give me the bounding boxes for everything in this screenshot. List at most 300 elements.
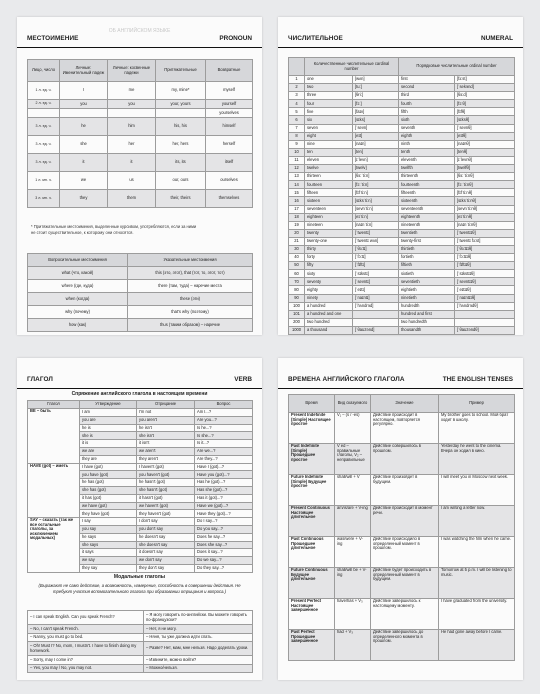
- table-cell: it says: [80, 549, 137, 557]
- column-header: Возвратные: [206, 60, 253, 82]
- table-cell: seventy: [305, 278, 353, 286]
- table-cell: [eɪˈti:nθ]: [455, 213, 515, 221]
- table-row: [289, 302, 515, 310]
- column-header: Значение: [371, 395, 439, 413]
- table-row: [289, 213, 515, 221]
- table-cell: 13: [289, 173, 305, 181]
- table-cell: [faɪv]: [353, 108, 399, 116]
- table-cell: I am writing a letter now.: [439, 506, 515, 537]
- table-cell: I don't say: [137, 518, 195, 526]
- table-cell: they don't say: [137, 564, 195, 572]
- table-cell: 14: [289, 181, 305, 189]
- page-title: МЕСТОИМЕНИЕ: [27, 35, 79, 42]
- table-cell: seventh: [399, 124, 455, 132]
- table-cell: we aren't: [137, 447, 195, 455]
- table-cell: there (там, туда) – наречие места: [128, 280, 253, 293]
- table-cell: 40: [289, 254, 305, 262]
- table-cell: our, ours: [156, 172, 206, 190]
- table-cell: [fɔ:]: [353, 100, 399, 108]
- table-cell: that's why (поэтому): [128, 306, 253, 319]
- verb-conjugation-table: [27, 400, 253, 573]
- table-cell: 90: [289, 294, 305, 302]
- table-cell: I say: [80, 518, 137, 526]
- footnote-line-1: * Притяжательные местоимения, выделенные курсивом, употребляются, если за ними: [31, 224, 197, 229]
- table-cell: Present Indefinite (Simple) Настоящее простое: [289, 413, 335, 444]
- table-cell: [naɪn]: [353, 140, 399, 148]
- table-cell: [sevnˈti:nθ]: [455, 205, 515, 213]
- table-row: [28, 267, 253, 280]
- table-cell: Have I (got)...?: [195, 463, 253, 471]
- table-cell: was/were + V-ing: [335, 537, 371, 568]
- table-cell: [sɪksθ]: [455, 116, 515, 124]
- table-cell: 7: [289, 124, 305, 132]
- tenses-page: [278, 358, 523, 680]
- numeral-table: [288, 57, 515, 335]
- modal-title: Модальные глаголы: [113, 574, 166, 580]
- table-cell: 70: [289, 278, 305, 286]
- table-cell: Has she (got)...?: [195, 486, 253, 494]
- table-row: [289, 413, 515, 444]
- table-cell: Do I say...?: [195, 518, 253, 526]
- table-cell: Past Continuous Прошедшее длительное: [289, 537, 335, 568]
- table-row: [289, 140, 515, 148]
- table-cell: [eɪˈti:n]: [353, 213, 399, 221]
- table-cell: they are: [80, 455, 137, 463]
- table-cell: [ˈnaɪntɪ]: [353, 294, 399, 302]
- numeral-page: [278, 17, 523, 335]
- table-cell: he says: [80, 533, 137, 541]
- table-cell: these (эти): [128, 293, 253, 306]
- table-cell: seven: [305, 124, 353, 132]
- table-cell: [sɪks]: [353, 116, 399, 124]
- table-cell: eleventh: [399, 156, 455, 164]
- table-row: [28, 306, 253, 319]
- table-cell: 100: [289, 302, 305, 310]
- table-cell: [fɔ:ˈti:n]: [353, 181, 399, 189]
- table-cell: one: [305, 76, 353, 84]
- table-cell: myself: [206, 82, 253, 100]
- table-cell: sixty: [305, 270, 353, 278]
- table-cell: – Нет, я не могу.: [144, 625, 253, 634]
- table-cell: Is he...?: [195, 424, 253, 432]
- table-row: [289, 326, 515, 334]
- table-cell: Past Perfect Прошедшее завершенное: [289, 630, 335, 661]
- table-row: [28, 611, 253, 625]
- table-cell: 15: [289, 189, 305, 197]
- table-row: [289, 475, 515, 506]
- table-cell: you don't say: [137, 525, 195, 533]
- table-row: [28, 136, 253, 154]
- table-cell: himself: [206, 118, 253, 136]
- table-cell: [ˈθaʊzənd]: [353, 326, 399, 334]
- table-row: [289, 286, 515, 294]
- table-cell: itself: [206, 154, 253, 172]
- table-cell: two: [305, 84, 353, 92]
- table-cell: 50: [289, 262, 305, 270]
- table-row: [289, 599, 515, 630]
- table-cell: Have we (got)...?: [195, 502, 253, 510]
- table-cell: third: [399, 92, 455, 100]
- table-cell: 8: [289, 132, 305, 140]
- table-cell: [θɜ:ˈti:n]: [353, 173, 399, 181]
- table-cell: how (как): [28, 319, 128, 332]
- page-header: [278, 358, 523, 389]
- table-cell: [ˈfɪftɪ]: [353, 262, 399, 270]
- table-cell: [fɜ:st]: [455, 76, 515, 84]
- table-cell: Do you say...?: [195, 525, 253, 533]
- table-cell: have/has + V₃: [335, 599, 371, 630]
- table-cell: five: [305, 108, 353, 116]
- verb-name-cell: BE – быть: [28, 409, 80, 464]
- table-cell: My brother goes to school. Мой брат ходит в школу.: [439, 413, 515, 444]
- column-header: Пример: [439, 395, 515, 413]
- table-cell: had + V₃: [335, 630, 371, 661]
- table-cell: ten: [305, 148, 353, 156]
- table-cell: Действие будет происходить в определенный момент в будущем.: [371, 568, 439, 599]
- table-cell: 5: [289, 108, 305, 116]
- table-cell: fifteenth: [399, 189, 455, 197]
- table-cell: nineteenth: [399, 221, 455, 229]
- column-header: Притяжательные: [156, 60, 206, 82]
- table-cell: 101: [289, 310, 305, 318]
- table-cell: [ˈhʌndrədθ]: [455, 302, 515, 310]
- table-cell: fifty: [305, 262, 353, 270]
- question-pronoun-table: [27, 253, 253, 332]
- page-header: [278, 17, 523, 48]
- table-row: [28, 633, 253, 642]
- footnote-line-2: не стоит существительное, к которому они относятся.: [31, 230, 134, 236]
- page-title: ВРЕМЕНА АНГЛИЙСКОГО ГЛАГОЛА: [288, 376, 405, 383]
- ghost-header: ОБ АНГЛИЙСКОМ ЯЗЫКЕ: [108, 28, 171, 34]
- table-cell: nineteen: [305, 221, 353, 229]
- table-cell: yourself: [206, 100, 253, 109]
- table-cell: ninetieth: [399, 294, 455, 302]
- verb-page: [17, 358, 262, 680]
- table-cell: a thousand: [305, 326, 353, 334]
- table-cell: 17: [289, 205, 305, 213]
- table-cell: Tomorrow at 5 p.m. I will be listening to music.: [439, 568, 515, 599]
- table-cell: they have (got): [80, 510, 137, 518]
- table-cell: [ˈhʌndrəd]: [353, 302, 399, 310]
- table-cell: thousandth: [399, 326, 455, 334]
- table-cell: [ˈθɜ:tɪ]: [353, 245, 399, 253]
- table-cell: [naɪnˈti:nθ]: [455, 221, 515, 229]
- table-cell: you: [108, 100, 156, 109]
- table-cell: [naɪnˈti:n]: [353, 221, 399, 229]
- table-cell: it doesn't say: [137, 549, 195, 557]
- table-cell: 18: [289, 213, 305, 221]
- table-row: [289, 270, 515, 278]
- table-cell: 1 л. мн. ч.: [28, 172, 60, 190]
- table-cell: 21: [289, 237, 305, 245]
- table-cell: [ˈθɜ:tɪɪθ]: [455, 245, 515, 253]
- table-cell: Do we say...?: [195, 557, 253, 565]
- verb-name-cell: HAVE (got) – иметь: [28, 463, 80, 518]
- table-cell: [ˈsevntɪ]: [353, 278, 399, 286]
- table-cell: [ˈsevntɪɪθ]: [455, 278, 515, 286]
- table-cell: am/is/are + V-ing: [335, 506, 371, 537]
- table-row: [289, 318, 515, 326]
- table-cell: – Oh! Must I? No, mom, I mustn't. I have to finish doing my homework.: [28, 642, 144, 656]
- table-cell: [θɜ:ˈti:nθ]: [455, 173, 515, 181]
- table-row: [28, 293, 253, 306]
- table-cell: [twelv]: [353, 165, 399, 173]
- table-cell: your, yours: [156, 100, 206, 109]
- table-cell: 3 л. ед. ч.: [28, 136, 60, 154]
- table-row: [289, 310, 515, 318]
- table-cell: sixth: [399, 116, 455, 124]
- table-row: [28, 319, 253, 332]
- table-cell: Present Perfect Настоящее завершенное: [289, 599, 335, 630]
- table-cell: she hasn't (got): [137, 486, 195, 494]
- table-cell: Have they (got)...?: [195, 510, 253, 518]
- table-cell: we say: [80, 557, 137, 565]
- table-row: [289, 254, 515, 262]
- table-row: [289, 156, 515, 164]
- column-header: Время: [289, 395, 335, 413]
- table-cell: [sevnˈti:n]: [353, 205, 399, 213]
- modal-verb-table: [27, 610, 253, 673]
- table-cell: 30: [289, 245, 305, 253]
- table-cell: hundredth: [399, 302, 455, 310]
- table-cell: [ˈsevn]: [353, 124, 399, 132]
- table-row: [289, 84, 515, 92]
- table-cell: Am I...?: [195, 409, 253, 417]
- table-cell: three: [305, 92, 353, 100]
- column-header: Вид сказуемого: [335, 395, 371, 413]
- table-row: [289, 165, 515, 173]
- column-header: Личные: косвенные падежи: [108, 60, 156, 82]
- table-cell: themselves: [206, 190, 253, 208]
- table-cell: [sɪksˈti:nθ]: [455, 197, 515, 205]
- modal-note: (Выражают не само действие, а возможность, намерение, способность в совершении действия. Не требуют участия вспомогательного глагола при образовании отрицания и вопроса.): [38, 583, 241, 595]
- table-cell: her, hers: [156, 136, 206, 154]
- table-cell: [ˈθaʊzəndθ]: [455, 326, 515, 334]
- table-cell: where (где, куда): [28, 280, 128, 293]
- table-cell: him: [108, 118, 156, 136]
- table-cell: Does it say...?: [195, 549, 253, 557]
- table-cell: twenty: [305, 229, 353, 237]
- table-cell: thirteen: [305, 173, 353, 181]
- footnote: [31, 224, 256, 237]
- table-cell: [tu:]: [353, 84, 399, 92]
- table-cell: [fɪfθ]: [455, 108, 515, 116]
- table-cell: it: [60, 154, 108, 172]
- column-header: Вопрос: [195, 401, 253, 409]
- table-row: [28, 190, 253, 208]
- table-cell: [fɔ:ˈti:nθ]: [455, 181, 515, 189]
- table-cell: ourselves: [206, 172, 253, 190]
- table-cell: Действие произойдет в будущем.: [371, 475, 439, 506]
- page-title: ЧИСЛИТЕЛЬНОЕ: [288, 35, 343, 42]
- table-cell: [ten]: [353, 148, 399, 156]
- table-cell: a hundred and one: [305, 310, 353, 318]
- table-cell: [twelfθ]: [455, 165, 515, 173]
- header-ordinal: Порядковые числительные ordinal number: [399, 58, 515, 76]
- table-cell: she isn't: [137, 432, 195, 440]
- page-title: ГЛАГОЛ: [27, 376, 53, 383]
- table-row: [289, 568, 515, 599]
- table-cell: forty: [305, 254, 353, 262]
- table-cell: Future Continuous Будущее длительное: [289, 568, 335, 599]
- table-cell: thirty: [305, 245, 353, 253]
- table-cell: we have (got): [80, 502, 137, 510]
- table-cell: [ˈnaɪntɪɪθ]: [455, 294, 515, 302]
- table-cell: [ˈtwentɪ fɜ:st]: [455, 237, 515, 245]
- table-cell: [sɪksˈti:n]: [353, 197, 399, 205]
- table-cell: [eɪt]: [353, 132, 399, 140]
- table-cell: four: [305, 100, 353, 108]
- table-row: [289, 108, 515, 116]
- page-title-en: VERB: [234, 376, 252, 383]
- table-row: [28, 409, 253, 417]
- verb-subtitle: Спряжение английского глагола в настоящем времени: [71, 391, 208, 397]
- table-cell: you say: [80, 525, 137, 533]
- table-cell: us: [108, 172, 156, 190]
- table-row: [289, 173, 515, 181]
- table-cell: 4: [289, 100, 305, 108]
- table-cell: 2 л. ед. ч.: [28, 100, 60, 109]
- table-row: [289, 76, 515, 84]
- table-cell: when (когда): [28, 293, 128, 306]
- table-cell: [ɪˈlevn]: [353, 156, 399, 164]
- table-cell: [ˈfɔ:tɪ]: [353, 254, 399, 262]
- table-cell: he hasn't (got): [137, 479, 195, 487]
- table-cell: Have you (got)...?: [195, 471, 253, 479]
- table-cell: [ˈsɪkstɪ]: [353, 270, 399, 278]
- table-cell: we: [60, 172, 108, 190]
- table-cell: Future Indefinite (Simple) Будущее простое: [289, 475, 335, 506]
- table-row: [289, 148, 515, 156]
- table-cell: their, theirs: [156, 190, 206, 208]
- table-cell: 3: [289, 92, 305, 100]
- table-cell: we are: [80, 447, 137, 455]
- table-cell: twelve: [305, 165, 353, 173]
- table-cell: thirtieth: [399, 245, 455, 253]
- column-header: Глагол: [28, 401, 80, 409]
- table-row: [28, 154, 253, 172]
- table-cell: [ˈfɔ:tɪɪθ]: [455, 254, 515, 262]
- table-cell: this (это, этот), that (тот, то, этот, тот): [128, 267, 253, 280]
- table-cell: V₁ – (s / -es): [335, 413, 371, 444]
- table-cell: 12: [289, 165, 305, 173]
- pronoun-page: [17, 17, 262, 335]
- table-row: [289, 221, 515, 229]
- table-row: [289, 444, 515, 475]
- table-cell: it has (got): [80, 494, 137, 502]
- table-cell: tenth: [399, 148, 455, 156]
- table-cell: them: [108, 190, 156, 208]
- table-cell: [ɪˈlevnθ]: [455, 156, 515, 164]
- page-title-en: PRONOUN: [219, 35, 252, 42]
- table-cell: [353, 318, 399, 326]
- table-cell: fourth: [399, 100, 455, 108]
- table-cell: [fɪfˈti:nθ]: [455, 189, 515, 197]
- table-cell: Is it...?: [195, 440, 253, 448]
- page-header: [17, 17, 262, 48]
- table-cell: herself: [206, 136, 253, 154]
- table-row: [289, 92, 515, 100]
- table-cell: they haven't (got): [137, 510, 195, 518]
- table-cell: Has he (got)...?: [195, 479, 253, 487]
- table-cell: [455, 310, 515, 318]
- table-cell: seventeenth: [399, 205, 455, 213]
- table-row: [289, 197, 515, 205]
- table-row: [289, 262, 515, 270]
- table-cell: 2: [289, 84, 305, 92]
- table-cell: seventeen: [305, 205, 353, 213]
- column-header: Указательные местоимения: [128, 254, 253, 267]
- table-cell: [60, 109, 108, 118]
- table-cell: – Я могу говорить по-английски. Вы можете говорить по-французски?: [144, 611, 253, 625]
- table-cell: – Разве? Нет, мам, мне нельзя. Надо доделать уроки.: [144, 642, 253, 656]
- table-cell: you: [60, 100, 108, 109]
- table-cell: 60: [289, 270, 305, 278]
- table-cell: Действие происходит в настоящем, повторяется регулярно.: [371, 413, 439, 444]
- table-row: [289, 506, 515, 537]
- table-cell: it: [108, 154, 156, 172]
- table-cell: two hundred: [305, 318, 353, 326]
- table-row: [289, 116, 515, 124]
- table-cell: first: [399, 76, 455, 84]
- table-row: [28, 109, 253, 118]
- table-cell: why (почему): [28, 306, 128, 319]
- table-cell: Are they...?: [195, 455, 253, 463]
- table-cell: she is: [80, 432, 137, 440]
- table-cell: hundred and first: [399, 310, 455, 318]
- column-header: Отрицание: [137, 401, 195, 409]
- table-cell: 9: [289, 140, 305, 148]
- table-cell: [156, 109, 206, 118]
- table-cell: his, his: [156, 118, 206, 136]
- table-cell: they say: [80, 564, 137, 572]
- table-row: [28, 664, 253, 673]
- table-cell: I haven't (got): [137, 463, 195, 471]
- table-row: [289, 245, 515, 253]
- table-cell: its, its: [156, 154, 206, 172]
- table-cell: Действие завершилось до определенного момента в прошлом.: [371, 630, 439, 661]
- table-cell: he doesn't say: [137, 533, 195, 541]
- table-cell: fourteenth: [399, 181, 455, 189]
- table-cell: I have (got): [80, 463, 137, 471]
- table-row: [28, 656, 253, 665]
- table-cell: Действие происходит в момент речи.: [371, 506, 439, 537]
- table-cell: second: [399, 84, 455, 92]
- table-cell: eightieth: [399, 286, 455, 294]
- table-cell: [28, 109, 60, 118]
- column-header: Личные: Именительный падеж: [60, 60, 108, 82]
- table-cell: nine: [305, 140, 353, 148]
- table-cell: V ed – правильные глаголы, V₂ – неправильные: [335, 444, 371, 475]
- table-cell: ninth: [399, 140, 455, 148]
- table-cell: I have graduated from the university.: [439, 599, 515, 630]
- table-cell: twenty-first: [399, 237, 455, 245]
- table-cell: [eɪtθ]: [455, 132, 515, 140]
- header-cardinal: Количественные числительные cardinal number: [305, 58, 399, 76]
- table-row: [28, 463, 253, 471]
- table-cell: yourselves: [206, 109, 253, 118]
- table-cell: [ˈtwentɪ]: [353, 229, 399, 237]
- verb-name-cell: SAY – сказать (так же все остальные глаголы, за исключением модальных): [28, 518, 80, 573]
- table-cell: you haven't (got): [137, 471, 195, 479]
- table-cell: 11: [289, 156, 305, 164]
- table-cell: fifth: [399, 108, 455, 116]
- table-cell: 10: [289, 148, 305, 156]
- table-cell: I am: [80, 409, 137, 417]
- table-cell: [ˈsevnθ]: [455, 124, 515, 132]
- table-cell: [ˈfɪftɪɪθ]: [455, 262, 515, 270]
- table-row: [289, 189, 515, 197]
